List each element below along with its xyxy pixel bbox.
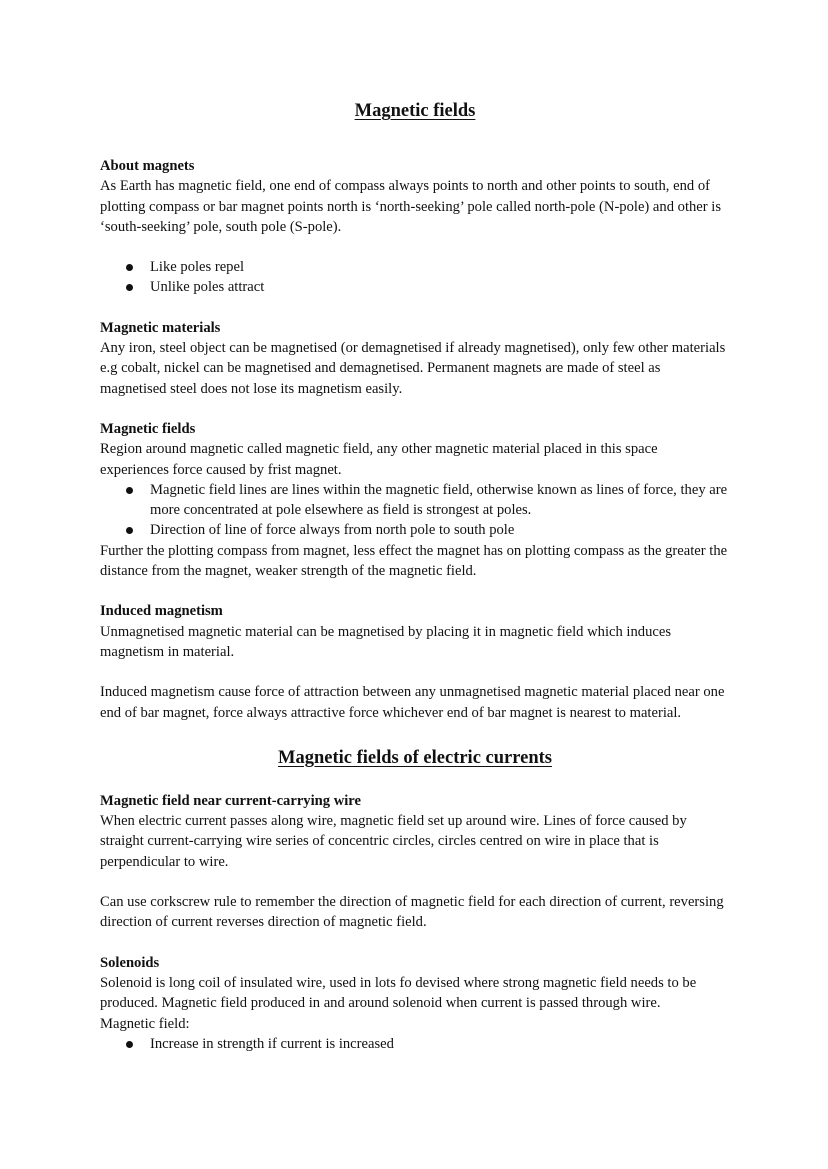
compass-distance-paragraph: Further the plotting compass from magnet, less effect the magnet has on plotting compass as the greater the distance from the magnet, weaker strength of the magnetic field.	[100, 542, 728, 580]
page-title: Magnetic fields	[354, 101, 476, 121]
bullet-icon	[126, 284, 133, 291]
section-heading-magnetic-fields: Magnetic fields	[100, 420, 196, 437]
solenoids-lead-text: Magnetic field:	[100, 1015, 190, 1032]
current-carrying-wire-paragraph-2: Can use corkscrew rule to remember the direction of magnetic field for each direction of current, reversing direction of current reverses direction of magnetic field.	[100, 894, 724, 931]
current-carrying-wire-paragraph-1: When electric current passes along wire, magnetic field set up around wire. Lines of force caused by straight current-carrying wire series of concentric circles, circles centred on wire in place that is perpendicular to wire.	[100, 813, 687, 870]
induced-magnetism-paragraph-2: Induced magnetism cause force of attraction between any unmagnetised magnetic material placed near one end of bar magnet, force always attractive force whichever end of bar magnet is nearest to material.	[100, 684, 725, 721]
bullet-icon	[126, 487, 133, 494]
bullet-icon	[126, 527, 133, 534]
solenoids-paragraph: Solenoid is long coil of insulated wire, used in lots fo devised where strong magnetic field needs to be produced. Magnetic field produced in and around solenoid when current is passed through wire.	[100, 974, 697, 1012]
list-item: Like poles repel	[100, 257, 730, 277]
document-page	[100, 98, 730, 1054]
list-item: Direction of line of force always from north pole to south pole	[100, 520, 730, 540]
section-heading-solenoids: Solenoids	[100, 954, 160, 971]
section-heading-current-carrying-wire: Magnetic field near current-carrying wire	[100, 792, 361, 809]
solenoid-field-list	[100, 1034, 730, 1054]
section-heading-induced-magnetism: Induced magnetism	[100, 603, 223, 620]
section-title-electric-currents: Magnetic fields of electric currents	[278, 747, 552, 768]
induced-magnetism-paragraph-1: Unmagnetised magnetic material can be magnetised by placing it in magnetic field which induces magnetism in material.	[100, 623, 671, 660]
bullet-icon	[126, 264, 133, 271]
pole-rules-list	[100, 257, 730, 298]
list-item: Unlike poles attract	[100, 277, 730, 297]
field-lines-list	[100, 480, 730, 541]
section-heading-about-magnets: About magnets	[100, 158, 195, 174]
list-item: Magnetic field lines are lines within the magnetic field, otherwise known as lines of force, they are more concentrated at pole elsewhere as field is strongest at poles.	[100, 480, 730, 521]
bullet-icon	[126, 1041, 133, 1048]
section-heading-magnetic-materials: Magnetic materials	[100, 319, 221, 336]
magnetic-fields-paragraph: Region around magnetic called magnetic field, any other magnetic material placed in this space experiences force caused by frist magnet.	[100, 441, 658, 478]
magnetic-materials-paragraph: Any iron, steel object can be magnetised (or demagnetised if already magnetised), only few other materials e.g cobalt, nickel can be magnetised and demagnetised. Permanent magnets are made of steel as magnetised steel does not lose its magnetism easily.	[100, 340, 726, 397]
about-magnets-paragraph: As Earth has magnetic field, one end of compass always points to north and other points to south, end of plotting compass or bar magnet points north is ‘north-seeking’ pole called north-pole (N-pole) and other is ‘south-seeking’ pole, south pole (S-pole).	[100, 178, 722, 235]
list-item: Increase in strength if current is increased	[100, 1034, 730, 1054]
